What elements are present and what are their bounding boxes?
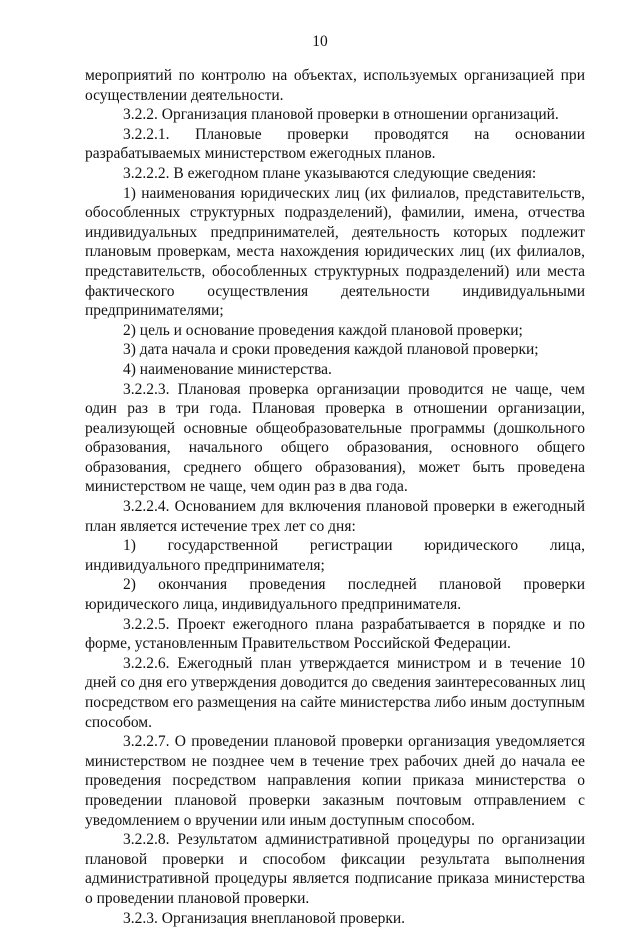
list-item-1: 1) наименования юридических лиц (их филиалов, представительств, обособленных структурных подразделений), фамилии, имена, отчества индивидуальных предпринимателей, деятельность которых подлежит плановым проверкам, места нахождения юридических лиц (их филиалов, представительств, обособленных структурных подразделений) или места фактического осуществления деятельности индивидуальными предпринимателями; (85, 184, 585, 320)
section-3-2-2-4: 3.2.2.4. Основанием для включения плановой проверки в ежегодный план является истечение трех лет со дня: (85, 498, 585, 535)
section-3-2-2-2: 3.2.2.2. В ежегодном плане указываются следующие сведения: (123, 164, 537, 182)
page-number: 10 (312, 33, 328, 50)
section-3-2-2-5: 3.2.2.5. Проект ежегодного плана разрабатывается в порядке и по форме, установленным Правительством Российской Федерации. (85, 615, 585, 653)
section-3-2-2-8: 3.2.2.8. Результатом административной процедуры по организации плановой проверки и способом фиксации результата выполнения административной процедуры является подписание приказа министерства о проведении плановой проверки. (85, 831, 585, 907)
section-3-2-2-3: 3.2.2.3. Плановая проверка организации проводится не чаще, чем один раз в три года. Плановая проверка в отношении организации, реализующей основные общеобразовательные программы (дошкольного образования, начального общего образования, основного общего образования, среднего общего образования), может быть проведена министерством не чаще, чем один раз в два года. (85, 380, 585, 496)
document-body (85, 66, 585, 928)
list-item-3: 3) дата начала и сроки проведения каждой плановой проверки; (123, 341, 539, 359)
section-3-2-2-7: 3.2.2.7. О проведении плановой проверки организация уведомляется министерством не позднее чем в течение трех рабочих дней до начала ее проведения посредством направления копии приказа министерства о проведении плановой проверки заказным почтовым отправлением с уведомлением о вручении или иным доступным способом. (85, 733, 585, 829)
section-3-2-3: 3.2.3. Организация внеплановой проверки. (123, 909, 406, 927)
list-item-2: 2) окончания проведения последней плановой проверки юридического лица, индивидуального предпринимателя. (85, 576, 585, 614)
section-3-2-2-1: 3.2.2.1. Плановые проверки проводятся на основании разрабатываемых министерством ежегодных планов. (85, 125, 585, 163)
section-3-2-2-6: 3.2.2.6. Ежегодный план утверждается министром и в течение 10 дней со дня его утверждения доводится до сведения заинтересованных лиц посредством его размещения на сайте министерства либо иным доступным способом. (85, 654, 585, 731)
list-item-4: 4) наименование министерства. (123, 360, 332, 378)
paragraph-continuation: мероприятий по контролю на объектах, используемых организацией при осуществлении деятельности. (85, 67, 585, 104)
list-item-2: 2) цель и основание проведения каждой плановой проверки; (123, 321, 523, 339)
section-3-2-2: 3.2.2. Организация плановой проверки в отношении организаций. (123, 106, 559, 124)
list-item-1: 1) государственной регистрации юридического лица, индивидуального предпринимателя; (85, 537, 585, 574)
